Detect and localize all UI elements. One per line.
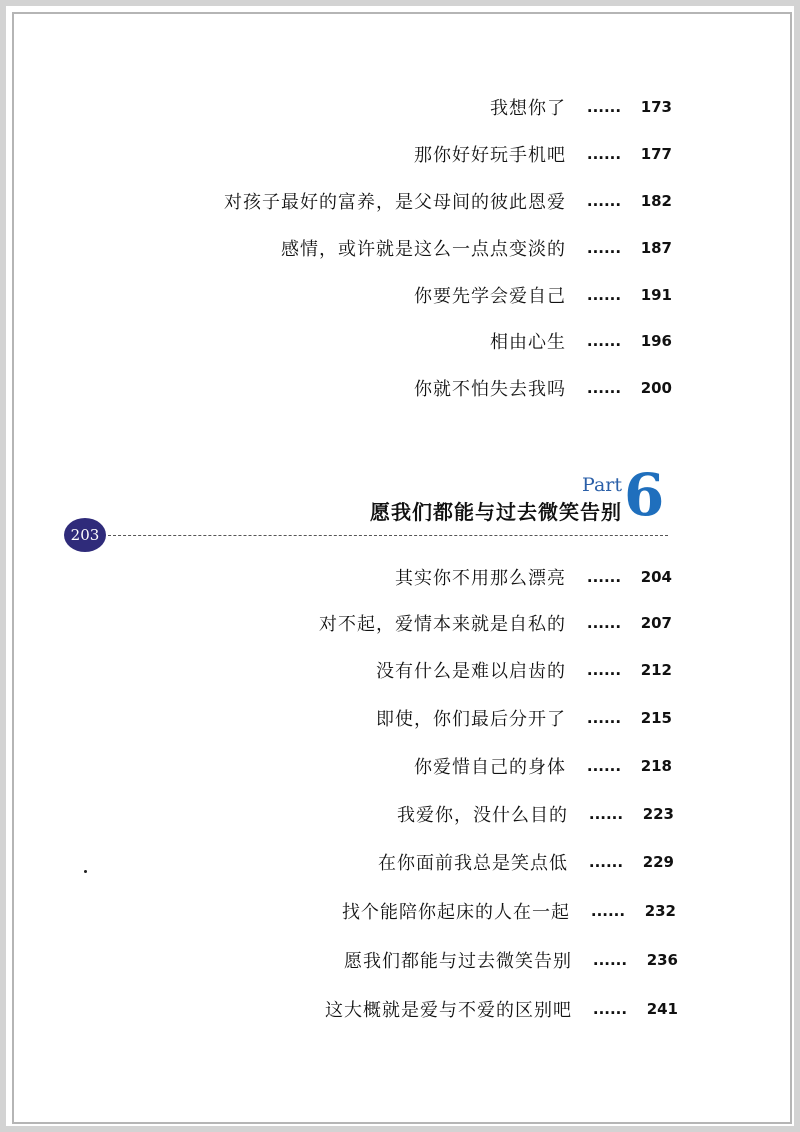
toc-entry[interactable] [150, 280, 672, 310]
toc-entry-title: 对不起，爱情本来就是自私的 [319, 614, 566, 635]
toc-page-number: 212 [640, 661, 672, 679]
toc-leader-dots: ...... [586, 239, 622, 257]
toc-leader-dots: ...... [586, 332, 622, 350]
part-number: 6 [624, 461, 665, 529]
toc-page-number: 187 [640, 239, 672, 257]
toc-entry[interactable] [150, 751, 672, 781]
toc-entry-title: 你就不怕失去我吗 [414, 379, 566, 400]
toc-leader-dots: ...... [586, 192, 622, 210]
toc-entry-title: 愿我们都能与过去微笑告别 [344, 951, 572, 972]
toc-entry[interactable] [150, 945, 678, 975]
toc-page-number: 177 [640, 145, 672, 163]
toc-leader-dots: ...... [590, 902, 626, 920]
toc-entry[interactable] [150, 373, 672, 403]
toc-entry[interactable] [150, 655, 672, 685]
toc-leader-dots: ...... [586, 568, 622, 586]
toc-page-number: 204 [640, 568, 672, 586]
part-label: Part [582, 474, 622, 496]
toc-entry-title: 其实你不用那么漂亮 [395, 568, 566, 589]
toc-entry[interactable] [150, 847, 674, 877]
toc-page-number: 223 [642, 805, 674, 823]
toc-entry-title: 你要先学会爱自己 [414, 286, 566, 307]
toc-page-number: 215 [640, 709, 672, 727]
toc-page-number: 191 [640, 286, 672, 304]
toc-entry-title: 找个能陪你起床的人在一起 [342, 902, 570, 923]
toc-leader-dots: ...... [588, 805, 624, 823]
toc-entry[interactable] [150, 896, 676, 926]
toc-page-number: 218 [640, 757, 672, 775]
toc-entry-title: 没有什么是难以启齿的 [376, 661, 566, 682]
toc-entry[interactable] [150, 608, 672, 638]
toc-entry-title: 我想你了 [490, 98, 566, 119]
toc-entry[interactable] [150, 186, 672, 216]
toc-leader-dots: ...... [586, 614, 622, 632]
page-number-badge: 203 [64, 518, 106, 552]
toc-page-number: 173 [640, 98, 672, 116]
toc-page-number: 207 [640, 614, 672, 632]
toc-leader-dots: ...... [586, 379, 622, 397]
toc-entry[interactable] [150, 994, 678, 1024]
toc-entry[interactable] [150, 562, 672, 592]
toc-leader-dots: ...... [586, 661, 622, 679]
toc-leader-dots: ...... [586, 145, 622, 163]
toc-entry-title: 感情，或许就是这么一点点变淡的 [281, 239, 566, 260]
part-title: 愿我们都能与过去微笑告别 [370, 500, 622, 524]
toc-entry-title: 这大概就是爱与不爱的区别吧 [325, 1000, 572, 1021]
toc-page-number: 196 [640, 332, 672, 350]
toc-entry[interactable] [150, 233, 672, 263]
toc-entry[interactable] [150, 326, 672, 356]
toc-leader-dots: ...... [588, 853, 624, 871]
toc-entry[interactable] [150, 799, 674, 829]
toc-entry-title: 我爱你，没什么目的 [397, 805, 568, 826]
toc-page-number: 229 [642, 853, 674, 871]
toc-entry-title: 即使，你们最后分开了 [376, 709, 566, 730]
toc-leader-dots: ...... [592, 1000, 628, 1018]
toc-entry-title: 在你面前我总是笑点低 [378, 853, 568, 874]
toc-page-number: 200 [640, 379, 672, 397]
toc-entry[interactable] [150, 703, 672, 733]
toc-entry-title: 那你好好玩手机吧 [414, 145, 566, 166]
toc-page-number: 241 [646, 1000, 678, 1018]
toc-entry-title: 你爱惜自己的身体 [414, 757, 566, 778]
toc-leader-dots: ...... [586, 757, 622, 775]
toc-entry-title: 对孩子最好的富养，是父母间的彼此恩爱 [224, 192, 566, 213]
scan-speck [84, 870, 87, 873]
toc-page-number: 232 [644, 902, 676, 920]
toc-leader-dots: ...... [592, 951, 628, 969]
toc-page-number: 182 [640, 192, 672, 210]
toc-leader-dots: ...... [586, 709, 622, 727]
toc-page-number: 236 [646, 951, 678, 969]
toc-leader-dots: ...... [586, 98, 622, 116]
dashed-divider [108, 535, 668, 536]
toc-entry[interactable] [150, 139, 672, 169]
toc-leader-dots: ...... [586, 286, 622, 304]
toc-entry-title: 相由心生 [490, 332, 566, 353]
toc-entry[interactable] [150, 92, 672, 122]
